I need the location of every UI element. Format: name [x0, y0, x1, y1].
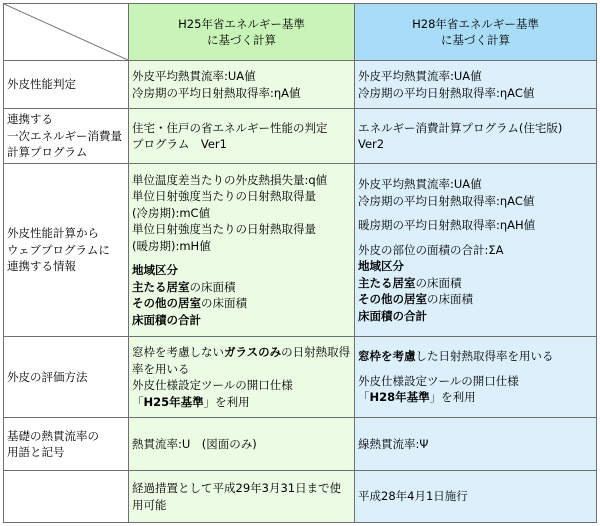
region-text: 地域区分	[132, 263, 178, 278]
row-term	[4, 418, 597, 471]
other-room-prefix: その他の	[358, 292, 404, 306]
program-h28-line2: Ver2	[358, 137, 385, 151]
linked-h28-region	[358, 258, 593, 275]
cell-evaluation-h25	[129, 337, 355, 418]
label-envelope: 外皮性能判定	[4, 61, 129, 109]
linked-h28-line1: 外皮平均熱貫流率:UA値	[358, 177, 482, 191]
p1-prefix: 窓枠を考慮しない	[132, 345, 224, 359]
other-room-prefix: その他の	[132, 296, 178, 311]
linked-h25-line2: 単位日射強度当たりの日射熱取得量	[132, 189, 316, 204]
program-label-line1: 連携する	[7, 112, 53, 127]
linked-label-line2: ウェブプログラムに	[7, 242, 110, 257]
row-period	[4, 471, 597, 523]
linked-h28-main-room	[358, 275, 593, 292]
row-program	[4, 109, 597, 164]
cell-term-h28: 線熱貫流率:Ψ	[355, 418, 597, 471]
cell-period-h28: 平成28年4月1日施行	[355, 471, 597, 523]
total-text: 床面積の合計	[358, 308, 427, 323]
other-room-suffix: の床面積	[427, 292, 473, 306]
cell-linked-h28	[355, 164, 597, 337]
linked-h25-line5: (暖房期):mH値	[132, 238, 211, 253]
program-h28-line1: エネルギー消費計算プログラム(住宅版)	[358, 120, 563, 135]
evaluation-h25-p3	[132, 394, 351, 411]
header-row	[4, 4, 597, 61]
p3-standard: H28年基準	[369, 390, 430, 405]
header-h25-line1: H25年省エネルギー基準	[178, 16, 305, 31]
linked-h25-line1: 単位温度差当たりの外皮熱損失量:q値	[132, 172, 328, 187]
evaluation-h28-p2: 外皮仕様設定ツールの開口仕様	[358, 373, 519, 388]
envelope-h28-line2: 冷房期の平均日射熱取得率:ηAC値	[358, 85, 535, 100]
spacer	[132, 254, 351, 262]
other-room-room: 居室	[178, 296, 201, 311]
corner-cell	[4, 4, 129, 61]
linked-h25-other-room	[132, 295, 351, 312]
label-linked-info	[4, 164, 129, 337]
linked-h25-total	[132, 312, 351, 329]
p3-open: 「	[132, 394, 144, 409]
spacer	[358, 209, 593, 217]
linked-label-line3: 連携する情報	[7, 259, 76, 274]
row-linked-info	[4, 164, 597, 337]
main-room-prefix: 主たる	[358, 275, 393, 290]
header-h28-line1: H28年省エネルギー基準	[412, 16, 539, 31]
p3-open: 「	[358, 390, 370, 405]
program-label-line3: 計算プログラム	[7, 145, 88, 160]
cell-period-h25: 経過措置として平成29年3月31日まで使用可能	[129, 471, 355, 523]
cell-envelope-h25	[129, 61, 355, 109]
cell-envelope-h28	[355, 61, 597, 109]
linked-h28-line2: 冷房期の平均日射熱取得率:ηAC値	[358, 193, 535, 208]
evaluation-h25-p2: 外皮仕様設定ツールの開口仕様	[132, 378, 293, 392]
label-period	[4, 471, 129, 523]
envelope-h25-line1: 外皮平均熱貫流率:UA値	[132, 69, 256, 83]
cell-term-h25: 熱貫流率:U (図面のみ)	[129, 418, 355, 471]
comparison-table	[3, 3, 597, 523]
linked-h25-line4: 単位日射強度当たりの日射熱取得量	[132, 222, 316, 237]
header-h25-line2: に基づく計算	[207, 33, 276, 47]
diagonal-line	[4, 4, 128, 60]
header-h25	[129, 4, 355, 61]
p3-suffix: 」を利用	[429, 390, 476, 405]
row-evaluation	[4, 337, 597, 418]
program-h25-line1: 住宅・住戸の省エネルギー性能の判定	[132, 120, 328, 135]
linked-h28-line4: 外皮の部位の面積の合計:ΣA	[358, 242, 504, 257]
cell-linked-h25	[129, 164, 355, 337]
spacer	[358, 365, 593, 373]
main-room-suffix: の床面積	[189, 279, 236, 294]
main-room-room: 居室	[392, 275, 416, 290]
term-label-line1: 基礎の熱貫流率の	[7, 428, 99, 443]
program-h25-line2: プログラム Ver1	[132, 137, 227, 151]
p1-suffix: した日射熱取得率を用いる	[415, 349, 554, 364]
total-text: 床面積の合計	[132, 312, 201, 327]
p1-emphasis: ガラスのみ	[224, 345, 282, 359]
envelope-h25-line2: 冷房期の平均日射熱取得率:ηA値	[132, 85, 301, 100]
label-program	[4, 109, 129, 164]
other-room-suffix: の床面積	[201, 296, 247, 311]
cell-evaluation-h28	[355, 337, 597, 418]
p1-suffix: の日射熱取得率を用いる	[132, 345, 351, 376]
main-room-room: 居室	[166, 279, 190, 294]
linked-h25-main-room	[132, 279, 351, 296]
header-h28	[355, 4, 597, 61]
p3-suffix: 」を利用	[203, 394, 250, 409]
linked-label-line1: 外皮性能計算から	[7, 226, 99, 241]
p3-standard: H25年基準	[143, 394, 204, 409]
cell-program-h25	[129, 109, 355, 164]
other-room-room: 居室	[404, 292, 427, 306]
evaluation-h28-p3	[358, 389, 593, 406]
p1-emphasis: 窓枠を考慮	[358, 349, 416, 364]
region-text: 地域区分	[358, 259, 404, 273]
linked-h28-total	[358, 308, 593, 325]
main-room-suffix: の床面積	[415, 275, 462, 290]
linked-h28-other-room	[358, 291, 593, 308]
linked-h25-line3: (冷房期):mC値	[132, 205, 211, 220]
evaluation-h28-p1	[358, 348, 593, 365]
header-h28-line2: に基づく計算	[441, 33, 510, 47]
linked-h28-line3: 暖房期の平均日射熱取得率:ηAH値	[358, 218, 536, 232]
evaluation-h25-p1	[132, 344, 351, 377]
cell-program-h28	[355, 109, 597, 164]
label-evaluation: 外皮の評価方法	[4, 337, 129, 418]
main-room-prefix: 主たる	[132, 279, 167, 294]
row-envelope	[4, 61, 597, 109]
spacer	[358, 234, 593, 242]
linked-h25-region	[132, 262, 351, 279]
term-label-line2: 用語と記号	[7, 445, 65, 459]
label-term	[4, 418, 129, 471]
envelope-h28-line1: 外皮平均熱貫流率:UA値	[358, 69, 482, 83]
program-label-line2: 一次エネルギー消費量	[7, 128, 122, 143]
